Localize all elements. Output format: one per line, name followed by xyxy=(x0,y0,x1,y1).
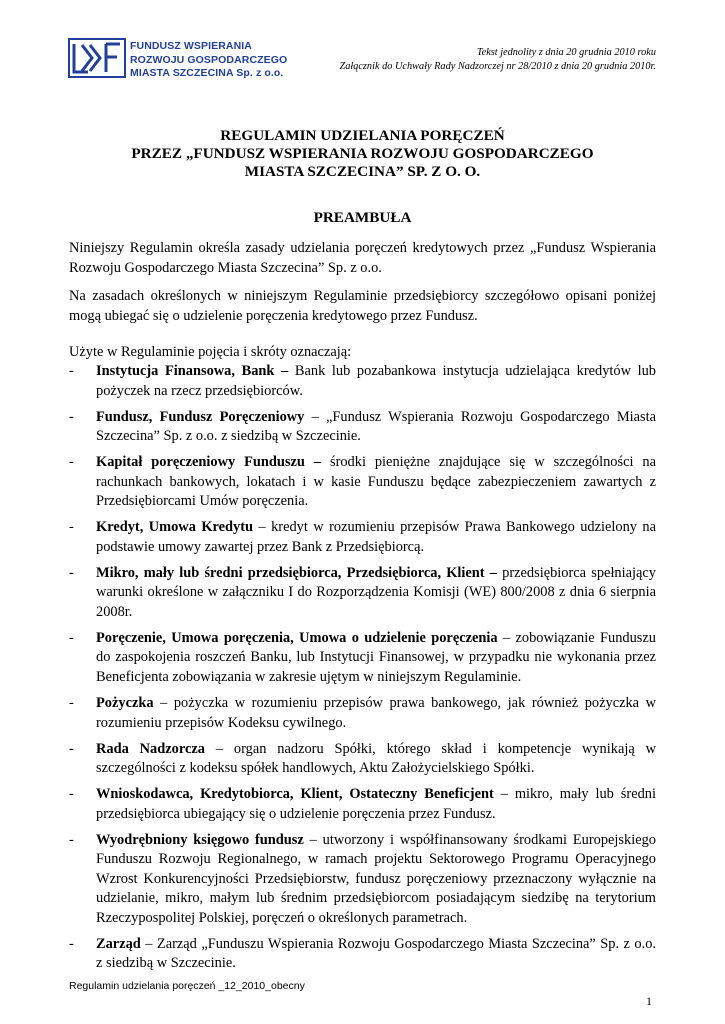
logo-line: MIASTA SZCZECINA Sp. z o.o. xyxy=(130,67,284,79)
definition-item xyxy=(69,785,656,824)
paragraph: Na zasadach określonych w niniejszym Regulaminie przedsiębiorcy szczegółowo opisani poniżej mogą ubiegać się o udzielenie poręczenia kredytowego przez Fundusz. xyxy=(69,288,656,324)
list-dash: - xyxy=(69,629,74,646)
definition-term: Kapitał poręczeniowy Funduszu – xyxy=(96,454,322,471)
logo-text xyxy=(130,40,287,81)
list-dash: - xyxy=(69,831,74,848)
definition-text: – zobowiązanie Funduszu do zaspokojenia roszczeń Banku, lub Instytucji Finansowej, w przypadku nie wykonania przez Beneficjenta zobowiązania w zakresie ujętym w niniejszym Regulaminie. xyxy=(96,629,656,685)
paragraph: Użyte w Regulaminie pojęcia i skróty oznaczają: xyxy=(69,344,352,360)
fund-logo-icon xyxy=(68,37,128,79)
definition-text: Bank lub pozabankowa instytucja udzielająca kredytów lub pożyczek na rzecz przedsiębiorców. xyxy=(96,363,656,399)
definition-item xyxy=(69,408,656,447)
list-dash: - xyxy=(69,519,74,536)
list-dash: - xyxy=(69,740,74,757)
definition-item xyxy=(69,831,656,929)
header-note xyxy=(339,46,656,74)
list-dash: - xyxy=(69,363,74,379)
definition-term: Mikro, mały lub średni przedsiębiorca, Przedsiębiorca, Klient – xyxy=(96,564,497,581)
footer-document-name: Regulamin udzielania poręczeń _12_2010_obecny xyxy=(69,980,305,992)
definition-text: – Zarząd „Funduszu Wspierania Rozwoju Gospodarczego Miasta Szczecina” Sp. z o.o. z siedzibą w Szczecinie. xyxy=(96,935,656,972)
list-dash: - xyxy=(69,408,74,425)
page-number: 1 xyxy=(646,994,652,1008)
definition-text: – kredyt w rozumieniu przepisów Prawa Bankowego udzielony na podstawie umowy zawartej przez Bank z Przedsiębiorcą. xyxy=(96,519,656,555)
paragraph: Niniejszy Regulamin określa zasady udzielania poręczeń kredytowych przez „Fundusz Wspierania Rozwoju Gospodarczego Miasta Szczecina” Sp. z o.o. xyxy=(69,240,656,276)
header-note-line: Załącznik do Uchwały Rady Nadzorczej nr 28/2010 z dnia 20 grudnia 2010r. xyxy=(339,61,656,72)
list-dash: - xyxy=(69,454,74,471)
list-dash: - xyxy=(69,564,74,581)
definition-item xyxy=(69,935,656,974)
logo-line: ROZWOJU GOSPODARCZEGO xyxy=(130,53,288,66)
title-line: MIASTA SZCZECINA” SP. Z O. O. xyxy=(244,163,481,180)
definition-term: Instytucja Finansowa, Bank – xyxy=(96,363,289,379)
definition-text: – utworzony i współfinansowany środkami Europejskiego Funduszu Rozwoju Regionalnego, w ramach projektu Sektorowego Programu Operacyjnego Wzrost Konkurencyjności Przedsiębiorstw, fundusz poręczeniowy przeznaczony wyłącznie na udzielanie, mikro, małym lub średnim przedsiębiorcom posiadającym siedzibę na terytorium Rzeczypospolitej Polskiej, poręczeń o określonych parametrach. xyxy=(96,831,656,926)
title-line: REGULAMIN UDZIELANIA PORĘCZEŃ xyxy=(220,127,505,144)
definition-text: – organ nadzoru Spółki, którego skład i kompetencje wynikają w szczególności z kodeksu spółek handlowych, Aktu Założycielskiego Spółki. xyxy=(96,740,656,777)
list-dash: - xyxy=(69,786,74,803)
section-heading: PREAMBUŁA xyxy=(313,209,412,226)
definition-text: – mikro, mały lub średni przedsiębiorca ubiegający się o udzielenie poręczenia przez Fundusz. xyxy=(96,786,656,822)
document-title xyxy=(0,127,725,181)
definition-term: Poręczenie, Umowa poręczenia, Umowa o udzielenie poręczenia xyxy=(96,629,498,646)
definition-term: Wnioskodawca, Kredytobiorca, Klient, Ostateczny Beneficjent xyxy=(96,786,494,803)
definition-item xyxy=(69,629,656,688)
definition-item xyxy=(69,362,656,401)
definition-item xyxy=(69,740,656,779)
definition-item xyxy=(69,564,656,623)
list-dash: - xyxy=(69,695,74,712)
title-line: PRZEZ „FUNDUSZ WSPIERANIA ROZWOJU GOSPODARCZEGO xyxy=(131,145,594,162)
definition-text: środki pieniężne znajdujące się w szczególności na rachunkach bankowych, lokatach i w kasie Funduszu będące zabezpieczeniem zawartych z Przedsiębiorcami Umów poręczenia. xyxy=(96,454,656,510)
definition-term: Kredyt, Umowa Kredytu xyxy=(96,519,254,536)
definition-item xyxy=(69,453,656,512)
definition-term: Zarząd xyxy=(96,935,141,952)
definition-text: – „Fundusz Wspierania Rozwoju Gospodarczego Miasta Szczecina” Sp. z o.o. z siedzibą w Szczecinie. xyxy=(96,408,656,445)
header-note-line: Tekst jednolity z dnia 20 grudnia 2010 roku xyxy=(476,47,656,58)
definition-term: Rada Nadzorcza xyxy=(96,740,205,757)
definition-term: Fundusz, Fundusz Poręczeniowy xyxy=(96,408,305,425)
definitions-list xyxy=(69,362,656,981)
logo-line: FUNDUSZ WSPIERANIA xyxy=(130,40,252,52)
definition-text: – pożyczka w rozumieniu przepisów prawa bankowego, jak również pożyczka w rozumieniu przepisów Kodeksu cywilnego. xyxy=(96,695,656,731)
definition-term: Pożyczka xyxy=(96,695,154,712)
definition-item xyxy=(69,694,656,733)
list-dash: - xyxy=(69,935,74,952)
definition-text: przedsiębiorca spełniający warunki określone w załączniku I do Rozporządzenia Komisji (WE) 800/2008 z dnia 6 sierpnia 2008r. xyxy=(96,564,656,620)
definition-item xyxy=(69,518,656,557)
definition-term: Wyodrębniony księgowo fundusz xyxy=(96,831,304,848)
